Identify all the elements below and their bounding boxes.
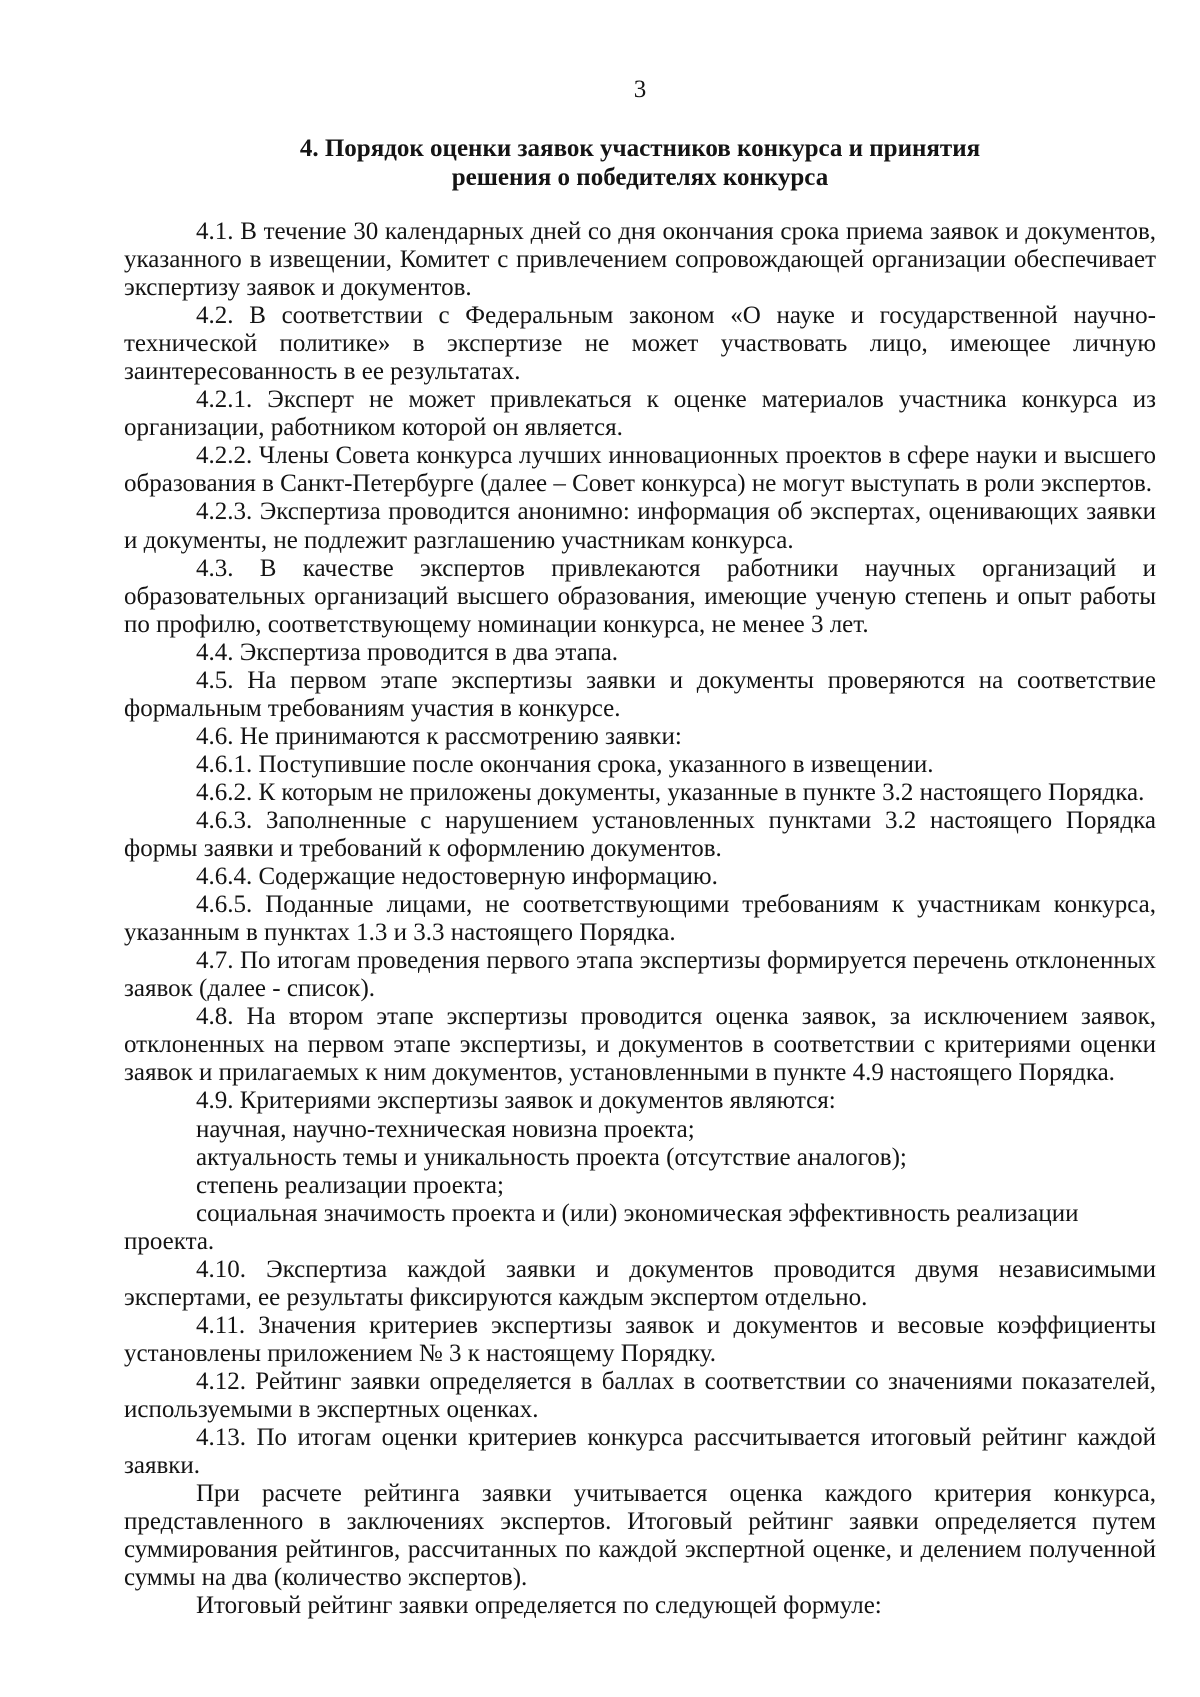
paragraph-4-6-3: 4.6.3. Заполненные с нарушением установленных пунктами 3.2 настоящего Порядка формы заявки и требований к оформлению документов. xyxy=(124,806,1156,863)
paragraph-4-10: 4.10. Экспертиза каждой заявки и документов проводится двумя независимыми экспертами, ее результаты фиксируются каждым экспертом отдельно. xyxy=(124,1255,1156,1311)
paragraph-4-2-1: 4.2.1. Эксперт не может привлекаться к оценке материалов участника конкурса из организации, работником которой он является. xyxy=(124,386,1156,442)
section-heading-line-2: решения о победителях конкурса xyxy=(451,164,829,191)
section-heading xyxy=(0,134,1200,192)
paragraph-4-2: 4.2. В соответствии с Федеральным законом «О науке и государственной научно-технической политике» в экспертизе не может участвовать лицо, имеющее личную заинтересованность в ее результатах. xyxy=(124,302,1156,386)
paragraph-4-8: 4.8. На втором этапе экспертизы проводится оценка заявок, за исключением заявок, отклоненных на первом этапе экспертизы, и документов в соответствии с критериями оценки заявок и прилагаемых к ним документов, установленными в пункте 4.9 настоящего Порядка. xyxy=(124,1003,1156,1087)
paragraph-formula-intro: Итоговый рейтинг заявки определяется по следующей формуле: xyxy=(196,1592,882,1620)
paragraph-4-6-2: 4.6.2. К которым не приложены документы, указанные в пункте 3.2 настоящего Порядка. xyxy=(196,778,1145,806)
criteria-item: социальная значимость проекта и (или) экономическая эффективность реализации проекта. xyxy=(124,1199,1079,1255)
page-number: 3 xyxy=(633,76,647,103)
paragraph-4-6-4: 4.6.4. Содержащие недостоверную информацию. xyxy=(196,863,718,891)
paragraph-4-12: 4.12. Рейтинг заявки определяется в баллах в соответствии со значениями показателей, используемыми в экспертных оценках. xyxy=(124,1367,1156,1423)
paragraph-4-6-5: 4.6.5. Поданные лицами, не соответствующими требованиям к участникам конкурса, указанным в пунктах 1.3 и 3.3 настоящего Порядка. xyxy=(124,891,1156,947)
criteria-item: научная, научно-техническая новизна проекта; xyxy=(196,1115,695,1143)
body-text xyxy=(124,218,1156,1620)
paragraph-rating-calculation: При расчете рейтинга заявки учитывается оценка каждого критерия конкурса, представленного в заключениях экспертов. Итоговый рейтинг заявки определяется путем суммирования рейтингов, рассчитанных по каждой экспертной оценке, и делением полученной суммы на два (количество экспертов). xyxy=(124,1480,1156,1592)
criteria-item: актуальность темы и уникальность проекта (отсутствие аналогов); xyxy=(196,1143,907,1171)
paragraph-4-4: 4.4. Экспертиза проводится в два этапа. xyxy=(196,638,619,666)
paragraph-4-6: 4.6. Не принимаются к рассмотрению заявки: xyxy=(196,722,682,750)
paragraph-4-2-2: 4.2.2. Члены Совета конкурса лучших инновационных проектов в сфере науки и высшего образования в Санкт-Петербурге (далее – Совет конкурса) не могут выступать в роли экспертов. xyxy=(124,442,1156,498)
paragraph-4-2-3: 4.2.3. Экспертиза проводится анонимно: информация об экспертах, оценивающих заявки и документы, не подлежит разглашению участникам конкурса. xyxy=(124,498,1156,554)
paragraph-4-7: 4.7. По итогам проведения первого этапа экспертизы формируется перечень отклоненных заявок (далее - список). xyxy=(124,947,1156,1003)
criteria-item: степень реализации проекта; xyxy=(196,1171,504,1199)
paragraph-4-5: 4.5. На первом этапе экспертизы заявки и документы проверяются на соответствие формальным требованиям участия в конкурсе. xyxy=(124,666,1156,722)
section-heading-line-1: 4. Порядок оценки заявок участников конкурса и принятия xyxy=(299,135,981,162)
paragraph-4-6-1: 4.6.1. Поступившие после окончания срока, указанного в извещении. xyxy=(196,750,934,778)
paragraph-4-13: 4.13. По итогам оценки критериев конкурса рассчитывается итоговый рейтинг каждой заявки. xyxy=(124,1424,1156,1480)
paragraph-4-9: 4.9. Критериями экспертизы заявок и документов являются: xyxy=(196,1087,836,1115)
paragraph-4-1: 4.1. В течение 30 календарных дней со дня окончания срока приема заявок и документов, указанного в извещении, Комитет с привлечением сопровождающей организации обеспечивает экспертизу заявок и документов. xyxy=(124,218,1156,302)
paragraph-4-11: 4.11. Значения критериев экспертизы заявок и документов и весовые коэффициенты установлены приложением № 3 к настоящему Порядку. xyxy=(124,1311,1156,1367)
paragraph-4-3: 4.3. В качестве экспертов привлекаются работники научных организаций и образовательных организаций высшего образования, имеющие ученую степень и опыт работы по профилю, соответствующему номинации конкурса, не менее 3 лет. xyxy=(124,554,1156,638)
